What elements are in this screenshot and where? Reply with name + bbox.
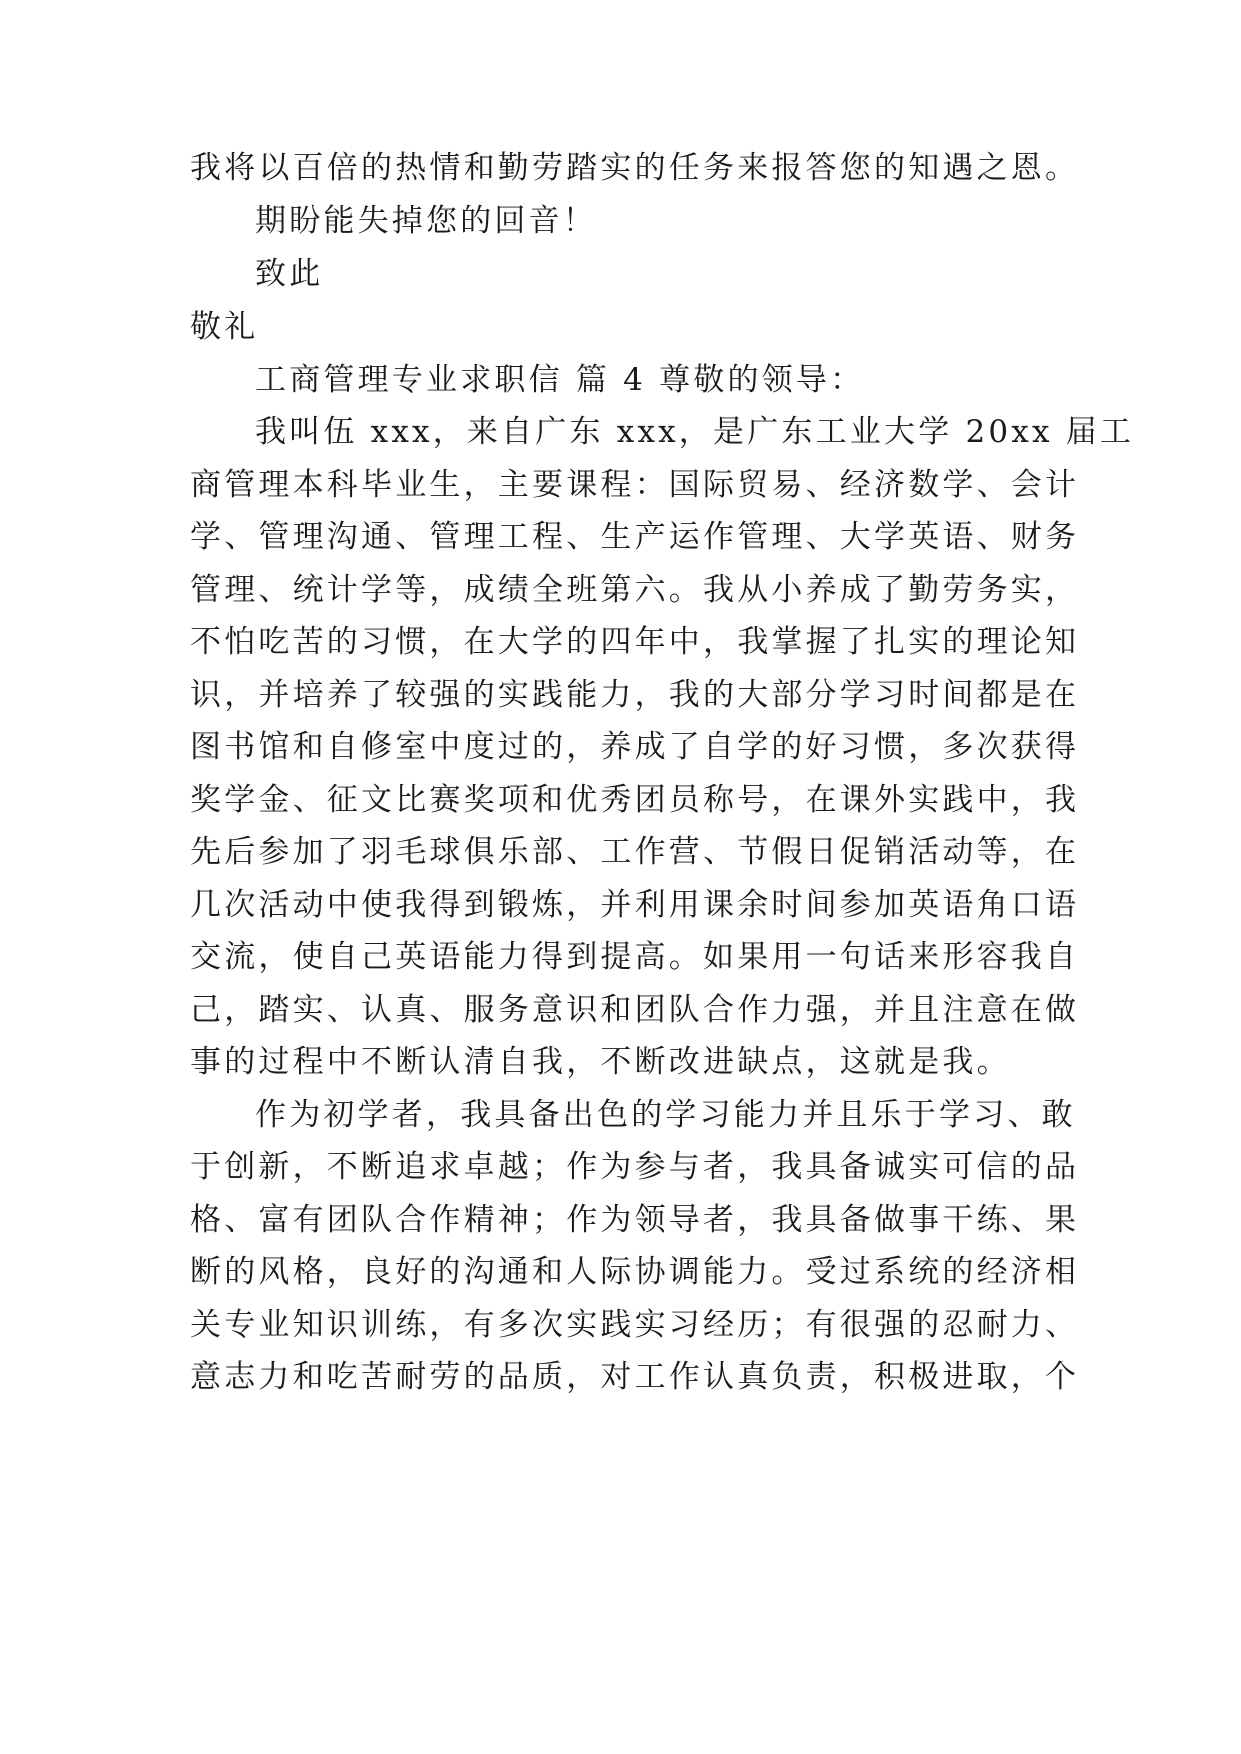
text-line: 事的过程中不断认清自我，不断改进缺点，这就是我。 xyxy=(190,1044,1011,1080)
text-line: 交流，使自己英语能力得到提高。如果用一句话来形容我自 xyxy=(190,939,1080,975)
text-line: 不怕吃苦的习惯，在大学的四年中，我掌握了扎实的理论知 xyxy=(190,624,1080,660)
text-line: 作为初学者，我具备出色的学习能力并且乐于学习、敢 xyxy=(255,1097,1076,1133)
text-line-expect-reply: 期盼能失掉您的回音！ xyxy=(255,203,597,239)
text-line: 几次活动中使我得到锻炼，并利用课余时间参加英语角口语 xyxy=(190,887,1080,923)
text-line: 奖学金、征文比赛奖项和优秀团员称号，在课外实践中，我 xyxy=(190,782,1080,818)
text-line: 意志力和吃苦耐劳的品质，对工作认真负责，积极进取，个 xyxy=(190,1359,1080,1395)
text-line: 己，踏实、认真、服务意识和团队合作力强，并且注意在做 xyxy=(190,992,1080,1028)
text-line: 商管理本科毕业生，主要课程：国际贸易、经济数学、会计 xyxy=(190,467,1080,503)
text-line: 我叫伍 xxx，来自广东 xxx，是广东工业大学 20xx 届工 xyxy=(255,414,1135,450)
text-line-closing-sentence: 我将以百倍的热情和勤劳踏实的任务来报答您的知遇之恩。 xyxy=(190,150,1080,186)
text-line: 图书馆和自修室中度过的，养成了自学的好习惯，多次获得 xyxy=(190,729,1080,765)
text-line: 管理、统计学等，成绩全班第六。我从小养成了勤劳务实， xyxy=(190,572,1080,608)
text-line: 先后参加了羽毛球俱乐部、工作营、节假日促销活动等，在 xyxy=(190,834,1080,870)
text-line-zhici: 致此 xyxy=(255,256,324,292)
text-line: 关专业知识训练，有多次实践实习经历；有很强的忍耐力、 xyxy=(190,1307,1080,1343)
text-line: 识，并培养了较强的实践能力，我的大部分学习时间都是在 xyxy=(190,677,1080,713)
text-line: 格、富有团队合作精神；作为领导者，我具备做事干练、果 xyxy=(190,1202,1080,1238)
text-line: 于创新，不断追求卓越；作为参与者，我具备诚实可信的品 xyxy=(190,1149,1080,1185)
text-line: 断的风格，良好的沟通和人际协调能力。受过系统的经济相 xyxy=(190,1254,1080,1290)
section-heading: 工商管理专业求职信 篇 4 尊敬的领导： xyxy=(255,362,865,398)
text-line: 学、管理沟通、管理工程、生产运作管理、大学英语、财务 xyxy=(190,519,1080,555)
text-line-jingli: 敬礼 xyxy=(190,309,259,345)
